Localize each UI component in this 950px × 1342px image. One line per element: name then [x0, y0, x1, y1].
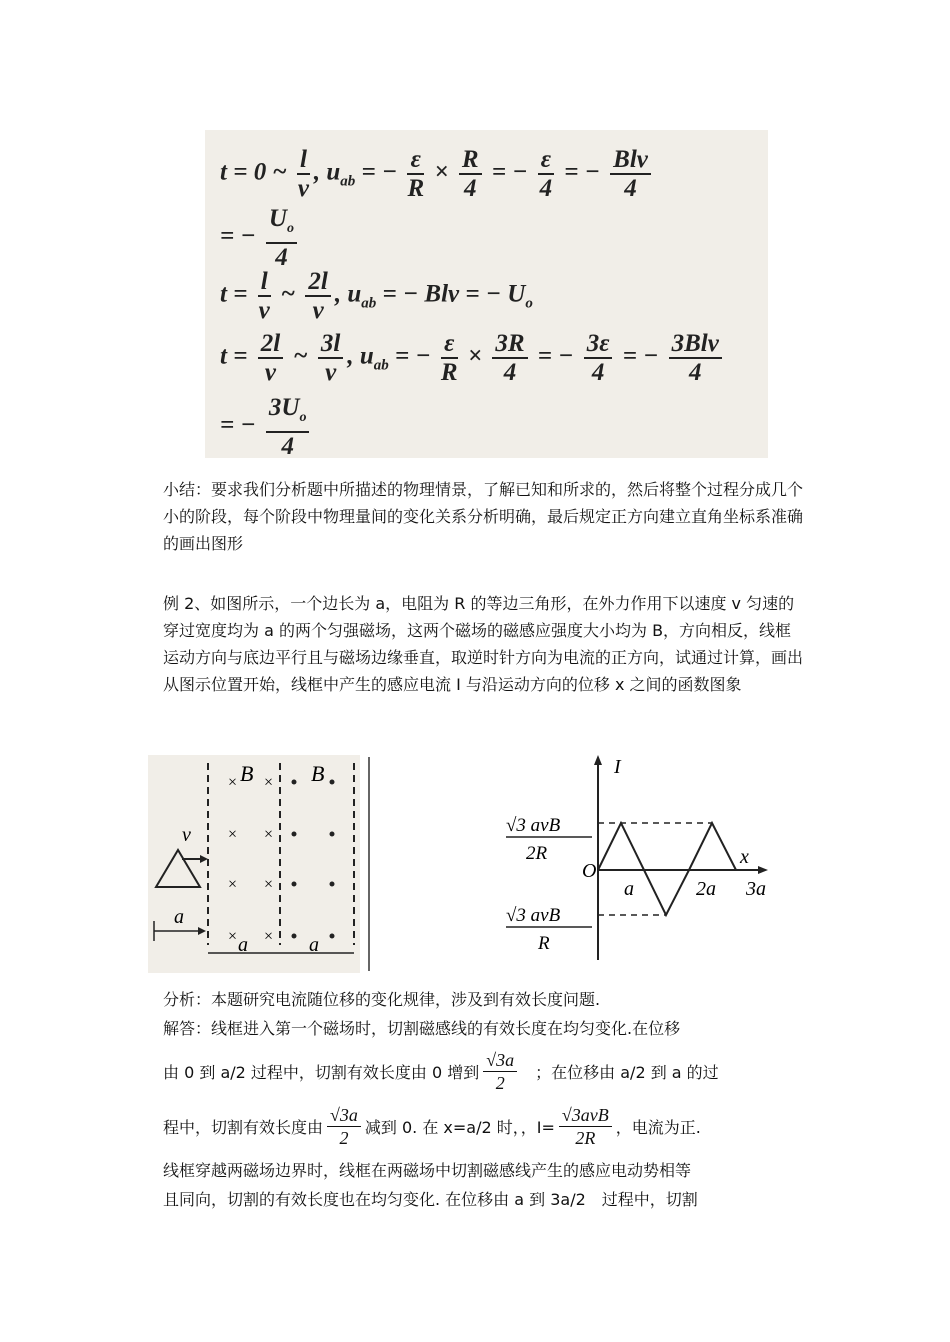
min-current-denominator: R: [538, 933, 550, 954]
dot-mark: [292, 832, 297, 837]
answer-line-1: 解答：线框进入第一个磁场时，切割磁感线的有效长度在均匀变化.在位移: [163, 1019, 681, 1038]
cross-mark: ×: [264, 774, 274, 791]
fraction: $\frac{\text{Blv}}{4}$: [610, 146, 651, 202]
eq-text: t = 0 ~: [220, 158, 287, 186]
figure-background: [148, 755, 360, 973]
field-B-label-2: B: [311, 761, 325, 786]
fraction-sqrt3a-over-2: $\frac{√3a}{2}$: [327, 1104, 361, 1149]
answer-line-5: 且同向，切割的有效长度也在均匀变化. 在位移由 a 到 3a/2 过程中，切割: [163, 1190, 698, 1209]
equation-line-3: t = $\frac{l}{v}$ ~ $\frac{2l}{v}$ , $u_{ab}$ = − Blv = − $U_o$: [220, 268, 533, 324]
tick-label-a: a: [624, 878, 634, 900]
fraction: $\frac{l}{v}$: [258, 268, 270, 324]
fraction: $\frac{3R}{4}$: [492, 330, 527, 386]
y-axis-label: I: [614, 756, 621, 778]
cross-mark: ×: [228, 774, 238, 791]
fraction-current-value: $\frac{\text{√3avB}}{2R}$: [559, 1104, 612, 1149]
answer-line-4: 线框穿越两磁场边界时，线框在两磁场中切割磁感线产生的感应电动势相等: [163, 1161, 692, 1180]
dot-mark: [330, 832, 335, 837]
y-axis-arrowhead: [594, 755, 602, 765]
answer-text: ；在位移由 a/2 到 a 的过: [535, 1062, 719, 1082]
velocity-label: v: [182, 824, 191, 846]
equation-line-5: = − $\frac{3U_o}{4}$: [220, 394, 313, 460]
equation-line-2: = − $\frac{U_o}{4}$: [220, 205, 301, 271]
answer-line-2: [163, 1045, 719, 1097]
fraction: $\frac{2l}{v}$: [305, 268, 330, 324]
fraction: $\frac{l}{v}$: [297, 146, 309, 202]
equation-line-4: t = $\frac{2l}{v}$ ~ $\frac{3l}{v}$ , $u_{ab}$ = − $\frac{\varepsilon}{R}$ × $\frac{3R}{4}$ = − $\frac{3\varepsilon}{4}$ = − $\frac{\text{3Blv}}{4}$: [220, 330, 726, 386]
equation-line-1: t = 0 ~ $\frac{l}{v}$ , $u_{ab}$ = − $\frac{\varepsilon}{R}$ × $\frac{R}{4}$ = − $\frac{\varepsilon}{4}$ = − $\frac{\text{Blv}}{4}$: [220, 146, 655, 202]
cross-mark: ×: [228, 876, 238, 893]
fraction: $\frac{\varepsilon}{R}$: [407, 146, 425, 202]
fraction: $\frac{3U_o}{4}$: [266, 394, 310, 460]
max-current-numerator: √3 avB: [506, 815, 561, 836]
fraction: $\frac{U_o}{4}$: [266, 205, 297, 271]
answer-text: 程中，切割有效长度由: [163, 1117, 324, 1137]
max-current-denominator: 2R: [526, 843, 548, 864]
min-current-numerator: √3 avB: [506, 905, 561, 926]
field-B-label-1: B: [240, 761, 254, 786]
fraction: $\frac{\varepsilon}{R}$: [440, 330, 458, 386]
magnetic-field-figure: [148, 755, 373, 973]
dot-mark: [292, 882, 297, 887]
dot-mark: [292, 934, 297, 939]
fraction: $\frac{\varepsilon}{4}$: [539, 146, 553, 202]
cross-mark: ×: [228, 826, 238, 843]
answer-text: 减到 0. 在 x=a/2 时，，I=: [364, 1117, 555, 1137]
field-width-label-2: a: [309, 934, 319, 956]
dimension-label-a: a: [174, 906, 184, 928]
fraction: $\frac{3\varepsilon}{4}$: [584, 330, 613, 386]
cross-mark: ×: [264, 826, 274, 843]
example-2-paragraph: 例 2、如图所示，一个边长为 a，电阻为 R 的等边三角形，在外力作用下以速度 v 匀速的穿过宽度均为 a 的两个匀强磁场，这两个磁场的磁感应强度大小均为 B，方向相反，线框运动方向与底边平行且与磁场边缘垂直，取逆时针方向为电流的正方向，试通过计算，画出从图示位置开始，线框中产生的感应电流 I 与沿运动方向的位移 x 之间的函数图象: [163, 594, 804, 694]
fraction-sqrt3a-over-2: $\frac{√3a}{2}$: [483, 1049, 517, 1094]
answer-text: ，电流为正.: [615, 1117, 701, 1137]
fraction: $\frac{3l}{v}$: [318, 330, 343, 386]
answer-line-3: [163, 1100, 701, 1152]
cross-mark: ×: [264, 928, 274, 945]
cross-mark: ×: [264, 876, 274, 893]
fraction: $\frac{2l}{v}$: [258, 330, 283, 386]
summary-paragraph: 小结：要求我们分析题中所描述的物理情景，了解已知和所求的，然后将整个过程分成几个小的阶段，每个阶段中物理量间的变化关系分析明确，最后规定正方向建立直角坐标系准确的画出图形: [163, 480, 804, 553]
fraction: $\frac{\text{3Blv}}{4}$: [669, 330, 722, 386]
fraction: $\frac{R}{4}$: [459, 146, 482, 202]
x-axis-arrowhead: [758, 866, 768, 874]
dot-mark: [330, 780, 335, 785]
field-width-label-1: a: [238, 934, 248, 956]
tick-label-2a: 2a: [696, 878, 716, 900]
dot-mark: [330, 882, 335, 887]
current-displacement-graph: [500, 755, 780, 965]
answer-text: 由 0 到 a/2 过程中，切割有效长度由 0 增到: [163, 1062, 480, 1082]
analysis-line: 分析：本题研究电流随位移的变化规律，涉及到有效长度问题.: [163, 990, 601, 1009]
x-axis-label: x: [740, 846, 749, 868]
origin-label: O: [582, 860, 597, 882]
dot-mark: [330, 934, 335, 939]
tick-label-3a: 3a: [746, 878, 766, 900]
cross-mark: ×: [228, 928, 238, 945]
dot-mark: [292, 780, 297, 785]
